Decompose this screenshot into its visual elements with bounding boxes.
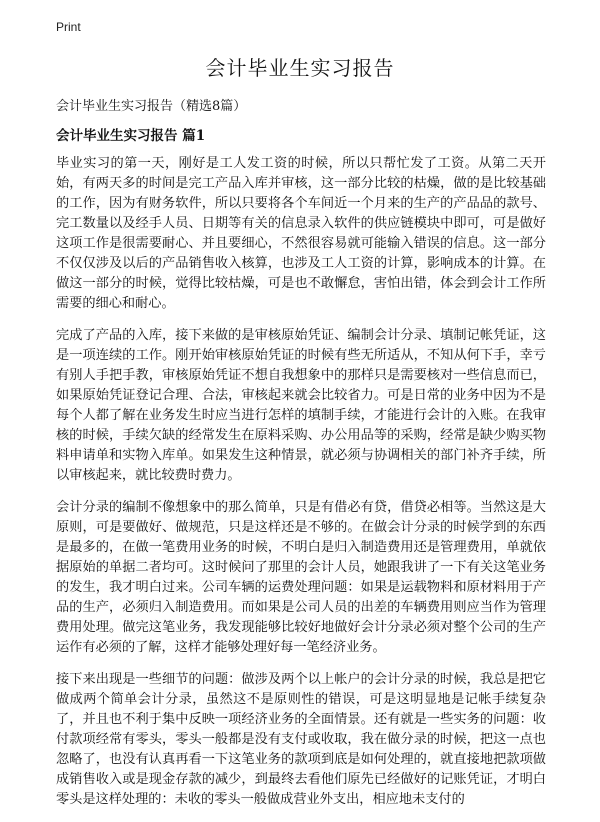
document-subtitle: 会计毕业生实习报告（精选8篇）	[56, 99, 247, 114]
paragraph: 接下来出现是一些细节的问题：做涉及两个以上帐户的会计分录的时候，我总是把它做成两个简单会计分录，虽然这不是原则性的错误，可是这明显地是记帐手续复杂了，并且也不利于集中反映一项经济业务的全面情景。还有就是一些实务的问题：收付款项经常有零头，零头一般都是没有支付或收取，我在做分录的时候，把这一点也忽略了，也没有认真再看一下这笔业务的款项到底是如何处理的，就直接地把款项做成销售收入或是现金存款的减少，到最终去看他们原先已经做好的记账凭证，才明白零头是这样处理的：未收的零头一般做成营业外支出，相应地未支付的	[56, 672, 546, 807]
section-heading: 会计毕业生实习报告 篇1	[56, 128, 206, 144]
print-link[interactable]: Print	[56, 20, 81, 34]
paragraph: 会计分录的编制不像想象中的那么简单，只是有借必有贷，借贷必相等。当然这是大原则，可是要做好、做规范，只是这样还是不够的。在做会计分录的时候学到的东西是最多的，在做一笔费用业务的时候，不明白是归入制造费用还是管理费用，单就依据原始的单据二者均可。这时候问了那里的会计人员，她跟我讲了一下有关这笔业务的发生，我才明白过来。公司车辆的运费处理问题：如果是运载物料和原材料用于产品的生产，必须归入制造费用。而如果是公司人员的出差的车辆费用则应当作为管理费用处理。做完这笔业务，我发现能够比较好地做好会计分录必须对整个公司的生产运作有必须的了解，这样才能够处理好每一笔经济业务。	[56, 500, 546, 655]
paragraph: 完成了产品的入库，接下来做的是审核原始凭证、编制会计分录、填制记帐凭证，这是一项连续的工作。刚开始审核原始凭证的时候有些无所适从，不知从何下手，幸亏有别人手把手教，审核原始凭证不想自我想象中的那样只是需要核对一些信息而已，如果原始凭证登记合理、合法，审核起来就会比较省力。可是日常的业务中因为不是每个人都了解在业务发生时应当进行怎样的填制手续，才能进行会计的入账。在我审核的时候，手续欠缺的经常发生在原料采购、办公用品等的采购，经常是缺少购买物料申请单和实物入库单。如果发生这种情景，就必须与协调相关的部门补齐手续，所以审核起来，就比较费时费力。	[56, 328, 546, 483]
page-title: 会计毕业生实习报告	[205, 56, 395, 80]
paragraph: 毕业实习的第一天，刚好是工人发工资的时候，所以只帮忙发了工资。从第二天开始，有两天多的时间是完工产品入库并审核，这一部分比较的枯燥，做的是比较基础的工作，因为有财务软件，所以只要将各个车间近一个月来的生产的产品品的款号、完工数量以及经手人员、日期等有关的信息录入软件的供应链模块中即可，可是做好这项工作是很需要耐心、并且要细心，不然很容易就可能输入错误的信息。这一部分不仅仅涉及以后的产品销售收入核算，也涉及工人工资的计算，影响成本的计算。在做这一部分的时候，觉得比较枯燥，可是也不敢懈怠，害怕出错，体会到会计工作所需要的细心和耐心。	[56, 156, 546, 311]
article-body	[56, 154, 546, 822]
